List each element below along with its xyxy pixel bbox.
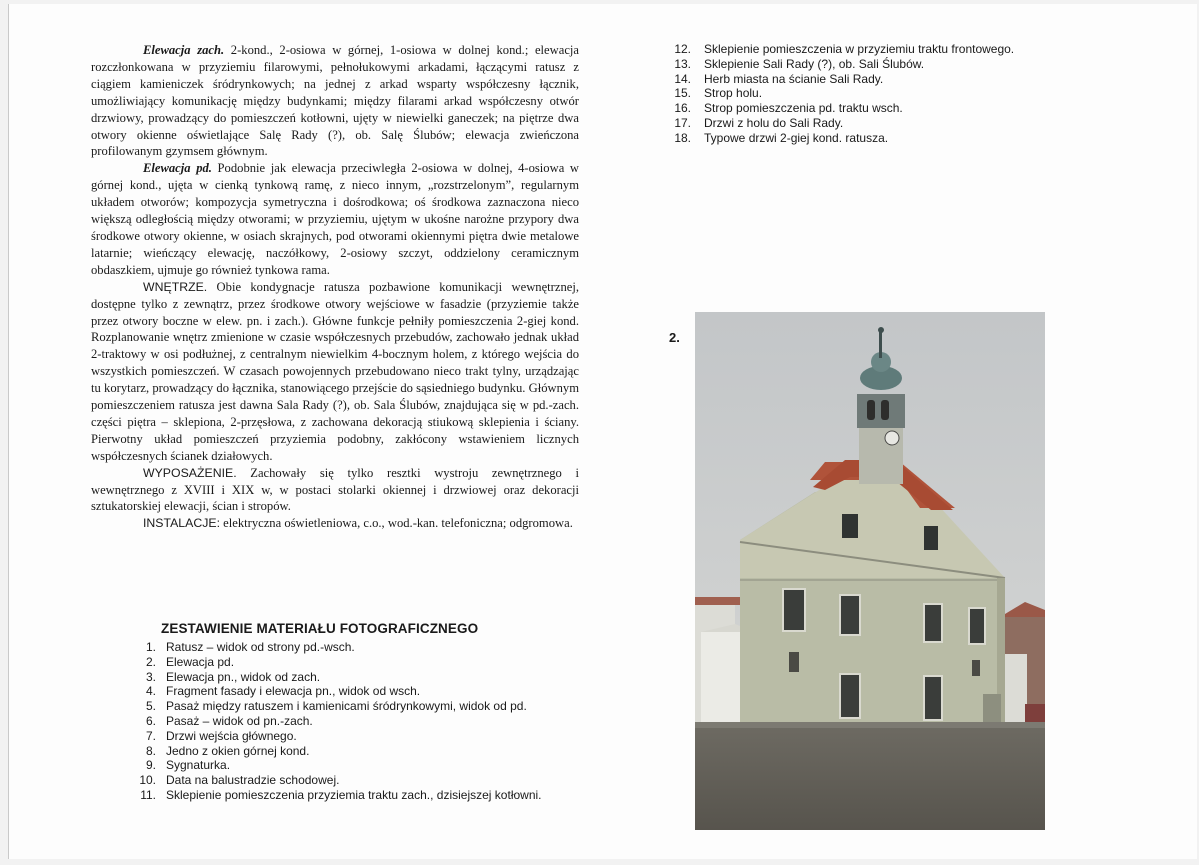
town-hall-illustration xyxy=(695,312,1045,830)
list-item-text: Drzwi z holu do Sali Rady. xyxy=(704,115,844,130)
label-interior: WNĘTRZE. xyxy=(143,279,208,294)
photo-list-title: ZESTAWIENIE MATERIAŁU FOTOGRAFICZNEGO xyxy=(161,621,479,636)
list-item-text: Strop holu. xyxy=(704,86,763,101)
list-item-number: 13. xyxy=(674,56,691,71)
list-item-number: 15. xyxy=(674,86,691,101)
body-installations: elektryczna oświetleniowa, c.o., wod.-kan. telefoniczna; odgromowa. xyxy=(220,516,573,531)
photo-list-left xyxy=(129,640,589,803)
list-item-text: Strop pomieszczenia pd. traktu wsch. xyxy=(704,101,903,116)
list-item-number: 1. xyxy=(145,640,156,654)
list-item xyxy=(665,42,1045,57)
list-item-number: 4. xyxy=(145,684,156,699)
list-item-number: 6. xyxy=(145,713,156,728)
document-page xyxy=(8,4,1197,859)
list-item-text: Drzwi wejścia głównego. xyxy=(166,728,297,743)
paragraph-west-elevation xyxy=(91,42,579,160)
photo-list-right xyxy=(665,42,1045,146)
list-item-number: 11. xyxy=(140,787,156,802)
list-item-number: 2. xyxy=(145,654,156,669)
list-item xyxy=(129,773,589,788)
list-item-text: Sklepienie Sali Rady (?), ob. Sali Ślubów. xyxy=(704,56,925,71)
list-item xyxy=(129,788,589,803)
list-item xyxy=(129,684,589,699)
list-item-text: Pasaż – widok od pn.-zach. xyxy=(166,713,313,728)
list-item xyxy=(665,101,1045,116)
list-item-text: Typowe drzwi 2-giej kond. ratusza. xyxy=(704,130,889,145)
list-item xyxy=(129,729,589,744)
list-item xyxy=(665,86,1045,101)
list-item xyxy=(129,714,589,729)
list-item-text: Elewacja pn., widok od zach. xyxy=(166,669,321,684)
list-item xyxy=(129,758,589,773)
list-item xyxy=(129,640,589,655)
list-item-text: Ratusz – widok od strony pd.-wsch. xyxy=(166,640,355,654)
list-item-text: Fragment fasady i elewacja pn., widok od wsch. xyxy=(166,684,421,699)
list-item-number: 16. xyxy=(674,101,691,116)
paragraph-south-elevation xyxy=(91,160,579,278)
label-furnishings: WYPOSAŻENIE. xyxy=(143,465,237,480)
list-item-text: Jedno z okien górnej kond. xyxy=(166,743,310,758)
list-item xyxy=(129,744,589,759)
list-item-text: Sklepienie pomieszczenia w przyziemiu traktu frontowego. xyxy=(704,42,1015,56)
list-item-number: 5. xyxy=(145,699,156,714)
list-item-number: 17. xyxy=(674,115,691,130)
body-interior: Obie kondygnacje ratusza pozbawione komunikacji wewnętrznej, dostępne tylko z zewnątrz, przez środkowe otwory wejściowe w fasadzie (przyziemie także przez otwory boczne w elew. pn. i zach.). Główne funkcje pełniły pomieszczenia 2-giej kond. Rozplanowanie wnętrz zmienione w czasie współczesnych przebudów, zachowało jednak układ 2-traktowy w osi podłużnej, z centralnym niewielkim 4-bocznym holem, z którego wejścia do wszystkich pomieszczeń. W czasach powojennych przebudowano nieco trakt tylny, urządzając tu korytarz, prowadzący do łącznika, stanowiącego przejście do sąsiedniego budynku. Głównym pomieszczeniem ratusza jest dawna Sala Rady (?), ob. Sala Ślubów, znajdująca się w pd.-zach. części piętra – sklepiona, 2-przęsłowa, z zachowana dekoracją stiukową sklepienia i ściany. Pierwotny układ pomieszczeń przyziemia podobny, zakłócony wstawieniem licznych współczesnych ścianek działowych. xyxy=(91,279,579,463)
list-item-text: Data na balustradzie schodowej. xyxy=(166,773,340,788)
list-item-text: Herb miasta na ścianie Sali Rady. xyxy=(704,71,884,86)
list-item xyxy=(665,57,1045,72)
list-item xyxy=(665,72,1045,87)
label-west-elevation: Elewacja zach. xyxy=(143,43,225,57)
body-south-elevation: Podobnie jak elewacja przeciwległa 2-osiowa w dolnej, 4-osiowa w górnej kond., ujęta w cienką tynkową ramę, z nieco innym, „rozstrzelonym”, regularnym układem otworów; kompozycja symetryczna i dośrodkowa; oś środkowa zaznaczona nieco większą odległością między otworami; w przyziemiu, ujętym w ukośne narożne przypory dwa środkowe otwory okienne, w osiach skrajnych, pod otworami okiennymi piętra dwie metalowe latarnie; wieńczący elewację, naczółkowy, 2-osiowy szczyt, oddzielony ceramicznym obdaszkiem, ujmuje go również tynkowa rama. xyxy=(91,161,579,277)
list-item-number: 14. xyxy=(674,71,691,86)
list-item-number: 7. xyxy=(145,728,156,743)
list-item-number: 18. xyxy=(674,130,691,145)
list-item xyxy=(665,131,1045,146)
body-furnishings: Zachowały się tylko resztki wystroju zewnętrznego i wewnętrznego z XVIII i XIX w, w postaci stolarki okiennej i drzwiowej oraz dekoracji sztukatorskiej elewacji, ścian i stropów. xyxy=(91,465,579,514)
figure-number: 2. xyxy=(669,330,680,345)
label-south-elevation: Elewacja pd. xyxy=(143,161,212,176)
paragraph-installations xyxy=(91,515,579,532)
list-item-number: 8. xyxy=(145,743,156,758)
description-text xyxy=(91,42,579,532)
list-item xyxy=(129,655,589,670)
list-item-number: 3. xyxy=(145,669,156,684)
list-item-text: Pasaż między ratuszem i kamienicami śródrynkowymi, widok od pd. xyxy=(166,699,527,714)
town-hall-photo xyxy=(695,312,1045,830)
list-item-text: Elewacja pd. xyxy=(166,654,235,669)
list-item-text: Sygnaturka. xyxy=(166,758,231,773)
list-item xyxy=(129,670,589,685)
list-item xyxy=(665,116,1045,131)
list-item xyxy=(129,699,589,714)
label-installations: INSTALACJE: xyxy=(143,516,220,531)
list-item-text: Sklepienie pomieszczenia przyziemia traktu zach., dzisiejszej kotłowni. xyxy=(166,787,542,802)
paragraph-furnishings xyxy=(91,465,579,516)
list-item-number: 12. xyxy=(674,42,691,56)
paragraph-interior xyxy=(91,279,579,465)
list-item-number: 10. xyxy=(139,773,156,788)
list-item-number: 9. xyxy=(145,758,156,773)
body-west-elevation: 2-kond., 2-osiowa w górnej, 1-osiowa w dolnej kond.; elewacja rozczłonkowana w przyziemiu filarowymi, pełnołukowymi arkadami, łączącymi ratusz z ciągiem kamieniczek śródrynkowych; na jednej z arkad wsparty współczesny łącznik, umożliwiający komunikację między budynkami; między filarami arkad współczesny otwór drzwiowy, prowadzący do pomieszczeń kotłowni, ujęty w niewielki ganeczek; na piętrze dwa otwory okienne oświetlające Salę Rady (?), ob. Salę Ślubów; elewacja zwieńczona profilowanym gzymsem głównym. xyxy=(91,43,580,159)
